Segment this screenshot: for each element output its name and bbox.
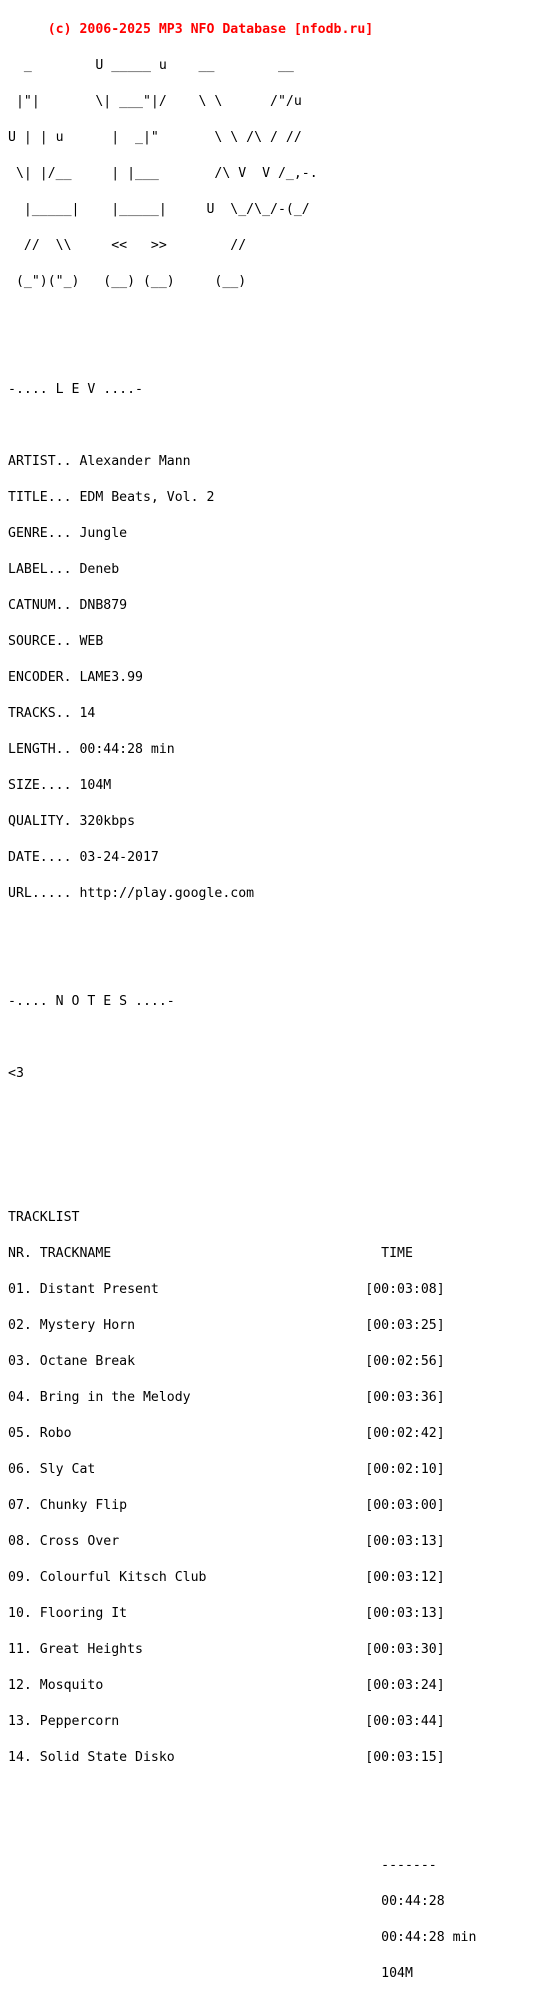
track-row: 12. Mosquito [00:03:24] [8,1678,445,1693]
info-source: SOURCE.. WEB [8,634,104,649]
summary-total-size: 104M [8,1966,413,1981]
blank-line [8,312,476,324]
blank-line [8,960,476,972]
track-row: 13. Peppercorn [00:03:44] [8,1714,445,1729]
info-url: URL..... http://play.google.com [8,886,255,901]
info-quality: QUALITY. 320kbps [8,814,136,829]
nfo-document [8,0,476,1992]
track-row: 06. Sly Cat [00:02:10] [8,1462,445,1477]
site-banner: (c) 2006-2025 MP3 NFO Database [nfodb.ru] [8,22,374,37]
blank-line [8,1176,476,1188]
notes-text: <3 [8,1066,24,1081]
tracklist-columns: NR. TRACKNAME TIME [8,1246,413,1261]
summary-total-time: 00:44:28 [8,1894,445,1909]
blank-line [8,420,476,432]
track-row: 09. Colourful Kitsch Club [00:03:12] [8,1570,445,1585]
section-header-notes: -.... N O T E S ....- [8,994,175,1009]
logo-art-line: (_")("_) (__) (__) (__) [8,274,247,289]
blank-line [8,1788,476,1800]
track-row: 11. Great Heights [00:03:30] [8,1642,445,1657]
info-size: SIZE.... 104M [8,778,112,793]
track-row: 04. Bring in the Melody [00:03:36] [8,1390,445,1405]
logo-art-line: // \\ << >> // [8,238,247,253]
track-row: 07. Chunky Flip [00:03:00] [8,1498,445,1513]
blank-line [8,924,476,936]
info-tracks: TRACKS.. 14 [8,706,96,721]
track-row: 02. Mystery Horn [00:03:25] [8,1318,445,1333]
summary-total-length: 00:44:28 min [8,1930,477,1945]
info-date: DATE.... 03-24-2017 [8,850,159,865]
track-row: 08. Cross Over [00:03:13] [8,1534,445,1549]
logo-art-line: U | | u | _|" \ \ /\ / // [8,130,302,145]
section-header-lev: -.... L E V ....- [8,382,143,397]
info-label: LABEL... Deneb [8,562,120,577]
summary-divider: ------- [8,1858,437,1873]
logo-art-line: \| |/__ | |___ /\ V V /_,-. [8,166,318,181]
info-catnum: CATNUM.. DNB879 [8,598,128,613]
track-row: 14. Solid State Disko [00:03:15] [8,1750,445,1765]
blank-line [8,1032,476,1044]
track-row: 01. Distant Present [00:03:08] [8,1282,445,1297]
track-row: 10. Flooring It [00:03:13] [8,1606,445,1621]
tracklist-title: TRACKLIST [8,1210,80,1225]
track-row: 05. Robo [00:02:42] [8,1426,445,1441]
track-row: 03. Octane Break [00:02:56] [8,1354,445,1369]
info-artist: ARTIST.. Alexander Mann [8,454,191,469]
logo-art-line: |_____| |_____| U \_/\_/-(_/ [8,202,310,217]
info-genre: GENRE... Jungle [8,526,128,541]
blank-line [8,1824,476,1836]
info-title: TITLE... EDM Beats, Vol. 2 [8,490,215,505]
blank-line [8,1104,476,1116]
logo-art-line: |"| \| ___"|/ \ \ /"/u [8,94,302,109]
blank-line [8,1140,476,1152]
info-length: LENGTH.. 00:44:28 min [8,742,175,757]
logo-art-line: _ U _____ u __ __ [8,58,294,73]
info-encoder: ENCODER. LAME3.99 [8,670,143,685]
blank-line [8,348,476,360]
